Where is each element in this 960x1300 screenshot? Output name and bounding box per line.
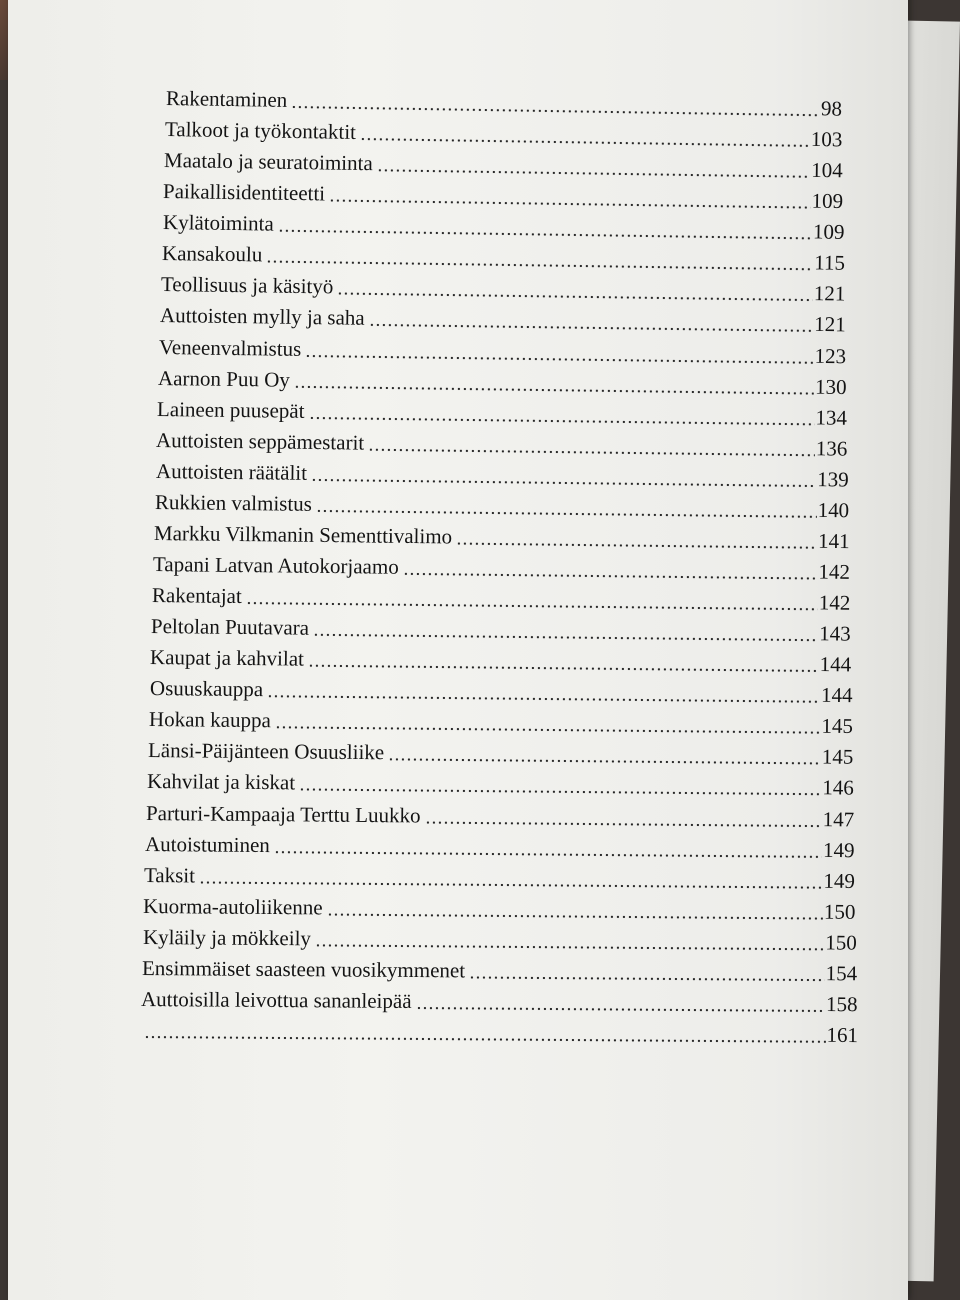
toc-entry-title: Kuorma-autoliikenne bbox=[143, 894, 327, 921]
dot-leader bbox=[327, 912, 823, 920]
toc-entry bbox=[147, 769, 854, 801]
toc-entry bbox=[149, 707, 853, 739]
dot-leader bbox=[274, 726, 820, 735]
dot-leader bbox=[469, 975, 825, 982]
toc-entry-title: Rakentajat bbox=[152, 583, 246, 609]
toc-entry-title: Kahvilat ja kiskat bbox=[147, 769, 299, 795]
toc-entry-page-number: 139 bbox=[816, 467, 849, 492]
toc-entry-title: Kaupat ja kahvilat bbox=[150, 645, 308, 672]
dot-leader bbox=[277, 229, 811, 241]
toc-entry-title: Taksit bbox=[144, 863, 199, 888]
dot-leader bbox=[360, 137, 810, 148]
dot-leader bbox=[388, 758, 821, 766]
toc-entry-title: Aarnon Puu Oy bbox=[158, 366, 294, 393]
toc-entry bbox=[156, 428, 848, 462]
toc-entry bbox=[153, 552, 850, 585]
toc-entry bbox=[161, 241, 844, 276]
dot-leader bbox=[267, 694, 820, 704]
dot-leader bbox=[456, 541, 817, 549]
toc-entry bbox=[157, 397, 847, 431]
dot-leader bbox=[309, 416, 815, 426]
toc-entry bbox=[165, 117, 843, 152]
toc-entry-page-number: 134 bbox=[815, 405, 848, 430]
toc-entry-page-number: 109 bbox=[811, 189, 844, 214]
toc-entry-title: Autoistuminen bbox=[145, 832, 274, 858]
dot-leader bbox=[266, 260, 813, 272]
toc-entry bbox=[143, 894, 856, 925]
toc-entry-page-number: 121 bbox=[813, 312, 846, 337]
toc-entry bbox=[162, 210, 844, 245]
toc-entry bbox=[151, 614, 851, 647]
toc-entry bbox=[160, 303, 846, 337]
dot-leader bbox=[294, 384, 814, 395]
dot-leader bbox=[377, 168, 811, 179]
toc-entry-title: Auttoisten seppämestarit bbox=[156, 428, 369, 456]
toc-entry-title: Hokan kauppa bbox=[149, 707, 275, 733]
toc-entry-title: Tapani Latvan Autokorjaamo bbox=[153, 552, 403, 580]
toc-entry-page-number: 161 bbox=[825, 1023, 858, 1048]
dot-leader bbox=[369, 323, 814, 333]
toc-entry-title: Länsi-Päijänteen Osuusliike bbox=[148, 738, 388, 765]
dot-leader bbox=[291, 105, 820, 117]
toc-entry bbox=[166, 86, 842, 122]
toc-entry-title: Parturi-Kampaaja Terttu Luukko bbox=[146, 801, 425, 829]
toc-entry-page-number: 142 bbox=[817, 560, 850, 585]
toc-entry-title: Laineen puusepät bbox=[157, 397, 309, 424]
toc-entry bbox=[149, 676, 852, 708]
toc-entry-title: Markku Vilkmanin Sementtivalimo bbox=[154, 521, 456, 550]
toc-entry bbox=[155, 459, 848, 492]
toc-entry bbox=[159, 335, 846, 369]
toc-entry-title: Osuuskauppa bbox=[149, 676, 266, 702]
toc-entry-title: Kyläily ja mökkeily bbox=[142, 925, 314, 951]
dot-leader bbox=[315, 943, 824, 951]
dot-leader bbox=[144, 1035, 826, 1044]
toc-entry-title: Paikallisidentiteetti bbox=[163, 179, 329, 206]
toc-entry bbox=[146, 801, 854, 832]
toc-entry-page-number: 147 bbox=[822, 807, 855, 832]
toc-entry-title: Veneenvalmistus bbox=[159, 335, 306, 362]
toc-entry-page-number: 130 bbox=[814, 374, 847, 399]
dot-leader bbox=[199, 880, 822, 889]
toc-entry bbox=[150, 645, 851, 677]
dot-leader bbox=[403, 572, 818, 581]
dot-leader bbox=[337, 292, 813, 303]
dot-leader bbox=[308, 664, 819, 673]
dot-leader bbox=[299, 788, 821, 797]
dot-leader bbox=[425, 820, 822, 828]
toc-entry-page-number: 98 bbox=[820, 96, 842, 121]
toc-entry-title: Rakentaminen bbox=[166, 86, 292, 113]
toc-entry-page-number: 150 bbox=[824, 930, 857, 955]
toc-entry-title: Peltolan Puutavara bbox=[151, 614, 313, 641]
toc-entry-page-number: 140 bbox=[816, 498, 849, 523]
toc-entry-page-number: 115 bbox=[813, 251, 845, 276]
toc-entry-page-number: 144 bbox=[819, 683, 852, 708]
toc-entry-title: Rukkien valmistus bbox=[155, 490, 316, 517]
toc-entry-page-number: 145 bbox=[820, 714, 853, 739]
toc-entry bbox=[152, 583, 851, 616]
toc-entry-title: Kansakoulu bbox=[161, 241, 266, 267]
dot-leader bbox=[329, 199, 811, 210]
toc-entry-page-number: 123 bbox=[814, 343, 847, 368]
toc-entry-page-number: 145 bbox=[821, 745, 854, 770]
dot-leader bbox=[415, 1006, 825, 1013]
dot-leader bbox=[316, 509, 817, 519]
toc-entry bbox=[144, 863, 855, 894]
toc-entry-title: Teollisuus ja käsityö bbox=[161, 272, 338, 299]
toc-entry-page-number: 149 bbox=[822, 838, 855, 863]
toc-entry-page-number: 141 bbox=[817, 529, 850, 554]
toc-entry-page-number: 154 bbox=[824, 961, 857, 986]
toc-entry bbox=[164, 148, 843, 183]
dot-leader bbox=[313, 633, 818, 642]
dot-leader bbox=[305, 353, 813, 364]
toc-entry-page-number: 121 bbox=[812, 281, 845, 306]
toc-entry bbox=[140, 1018, 858, 1048]
toc-entry-page-number: 142 bbox=[818, 590, 851, 615]
toc-entry-title: Kylätoiminta bbox=[162, 210, 277, 237]
toc-entry bbox=[163, 179, 843, 214]
toc-entry bbox=[155, 490, 849, 523]
toc-entry-page-number: 158 bbox=[825, 992, 858, 1017]
dot-leader bbox=[274, 850, 822, 859]
toc-entry-title: Talkoot ja työkontaktit bbox=[165, 117, 360, 145]
toc-entry-title: Ensimmäiset saasteen vuosikymmenet bbox=[142, 956, 469, 983]
toc-entry bbox=[148, 738, 854, 770]
toc-entry bbox=[158, 366, 847, 400]
toc-entry-page-number: 143 bbox=[818, 621, 851, 646]
toc-entry bbox=[142, 925, 856, 956]
toc-entry-page-number: 149 bbox=[823, 868, 856, 893]
toc-entry-page-number: 144 bbox=[819, 652, 852, 677]
dot-leader bbox=[311, 478, 816, 488]
toc-entry-title: Auttoisten räätälit bbox=[155, 459, 310, 486]
toc-entry-title: Auttoisten mylly ja saha bbox=[160, 303, 369, 331]
toc-entry bbox=[154, 521, 850, 554]
toc-entry bbox=[161, 272, 846, 307]
toc-entry bbox=[142, 956, 857, 986]
toc-entry-page-number: 150 bbox=[823, 899, 856, 924]
toc-entry-page-number: 136 bbox=[815, 436, 848, 461]
dot-leader bbox=[369, 447, 816, 457]
toc-entry-page-number: 104 bbox=[810, 158, 843, 183]
toc-entry-page-number: 146 bbox=[821, 776, 854, 801]
toc-entry bbox=[145, 832, 855, 863]
toc-entry bbox=[141, 987, 858, 1017]
toc-entry-title: Maatalo ja seuratoiminta bbox=[164, 148, 377, 176]
dot-leader bbox=[246, 601, 818, 611]
toc-entry-page-number: 103 bbox=[810, 127, 843, 152]
toc-entry-title: Auttoisilla leivottua sananleipää bbox=[141, 987, 416, 1014]
toc-entry-page-number: 109 bbox=[811, 220, 844, 245]
